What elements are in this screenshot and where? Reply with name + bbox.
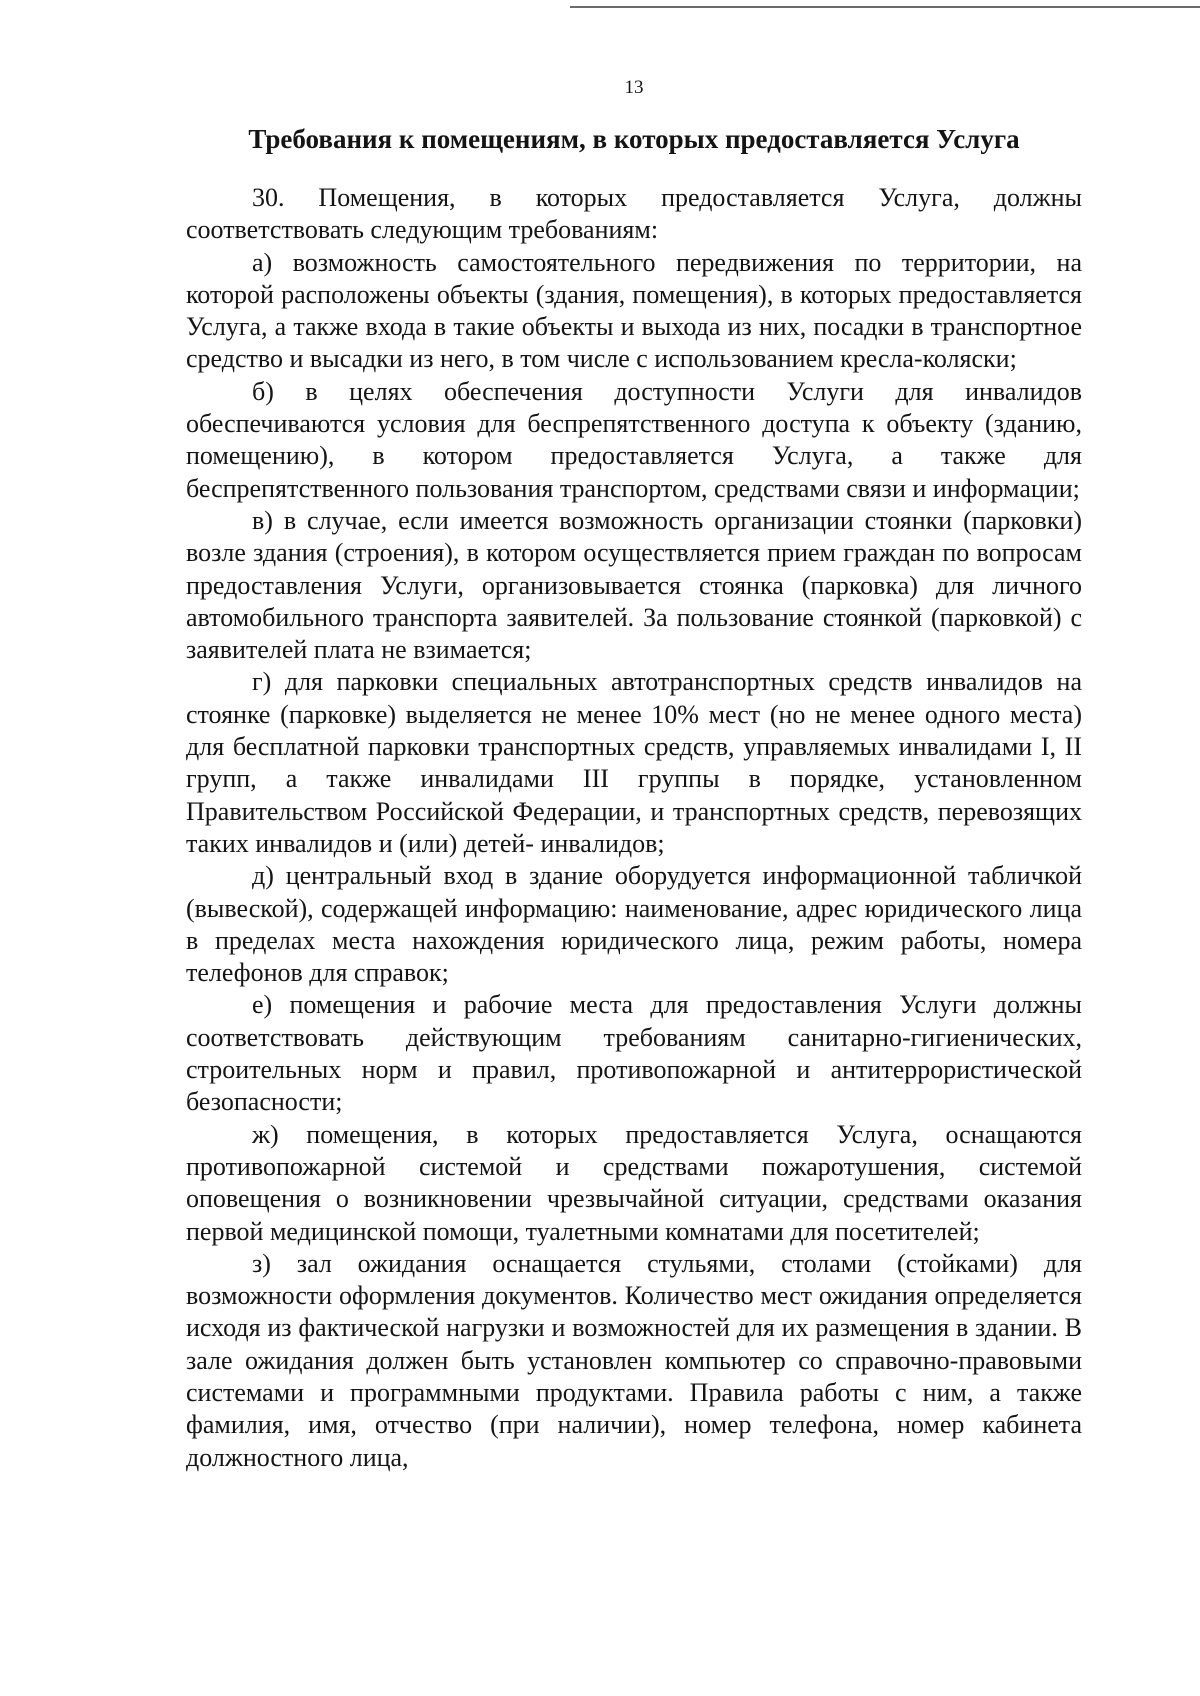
paragraph-item-b: б) в целях обеспечения доступности Услуги для инвалидов обеспечиваются условия для беспрепятственного доступа к объекту (зданию, помещению), в котором предоставляется Услуга, а также для беспрепятственного пользования транспортом, средствами связи и информации; <box>186 376 1082 503</box>
paragraph-30-intro: 30. Помещения, в которых предоставляется Услуга, должны соответствовать следующим требованиям: <box>186 183 1082 245</box>
paragraph-item-d: д) центральный вход в здание оборудуется информационной табличкой (вывеской), содержащей информацию: наименование, адрес юридического лица в пределах места нахождения юридического лица, режим работы, номера телефонов для справок; <box>186 861 1082 988</box>
paragraph-item-a: а) возможность самостоятельного передвижения по территории, на которой расположены объекты (здания, помещения), в которых предоставляется Услуга, а также входа в такие объекты и выхода из них, посадки в транспортное средство и высадки из него, в том числе с использованием кресла-коляски; <box>186 247 1082 374</box>
page-number: 13 <box>624 77 644 98</box>
paragraph-item-e: е) помещения и рабочие места для предоставления Услуги должны соответствовать действующим требованиям санитарно-гигиенических, строительных норм и правил, противопожарной и антитеррористической безопасности; <box>186 990 1082 1117</box>
paragraph-item-v: в) в случае, если имеется возможность организации стоянки (парковки) возле здания (строения), в котором осуществляется прием граждан по вопросам предоставления Услуги, организовывается стоянка (парковка) для личного автомобильного транспорта заявителей. За пользование стоянкой (парковкой) с заявителей плата не взимается; <box>186 505 1082 665</box>
scan-edge-line <box>570 6 1200 8</box>
section-title: Требования к помещениям, в которых предоставляется Услуга <box>248 124 1020 154</box>
paragraph-item-g: г) для парковки специальных автотранспортных средств инвалидов на стоянке (парковке) выделяется не менее 10% мест (но не менее одного места) для бесплатной парковки транспортных средств, управляемых инвалидами I, II групп, а также инвалидами III группы в порядке, установленном Правительством Российской Федерации, и транспортных средств, перевозящих таких инвалидов и (или) детей- инвалидов; <box>186 667 1082 858</box>
document-page <box>186 76 1082 1474</box>
paragraph-item-z: з) зал ожидания оснащается стульями, столами (стойками) для возможности оформления документов. Количество мест ожидания определяется исходя из фактической нагрузки и возможностей для их размещения в здании. В зале ожидания должен быть установлен компьютер со справочно-правовыми системами и программными продуктами. Правила работы с ним, а также фамилия, имя, отчество (при наличии), номер телефона, номер кабинета должностного лица, <box>186 1248 1082 1472</box>
paragraph-item-zh: ж) помещения, в которых предоставляется Услуга, оснащаются противопожарной системой и средствами пожаротушения, системой оповещения о возникновении чрезвычайной ситуации, средствами оказания первой медицинской помощи, туалетными комнатами для посетителей; <box>186 1119 1082 1246</box>
